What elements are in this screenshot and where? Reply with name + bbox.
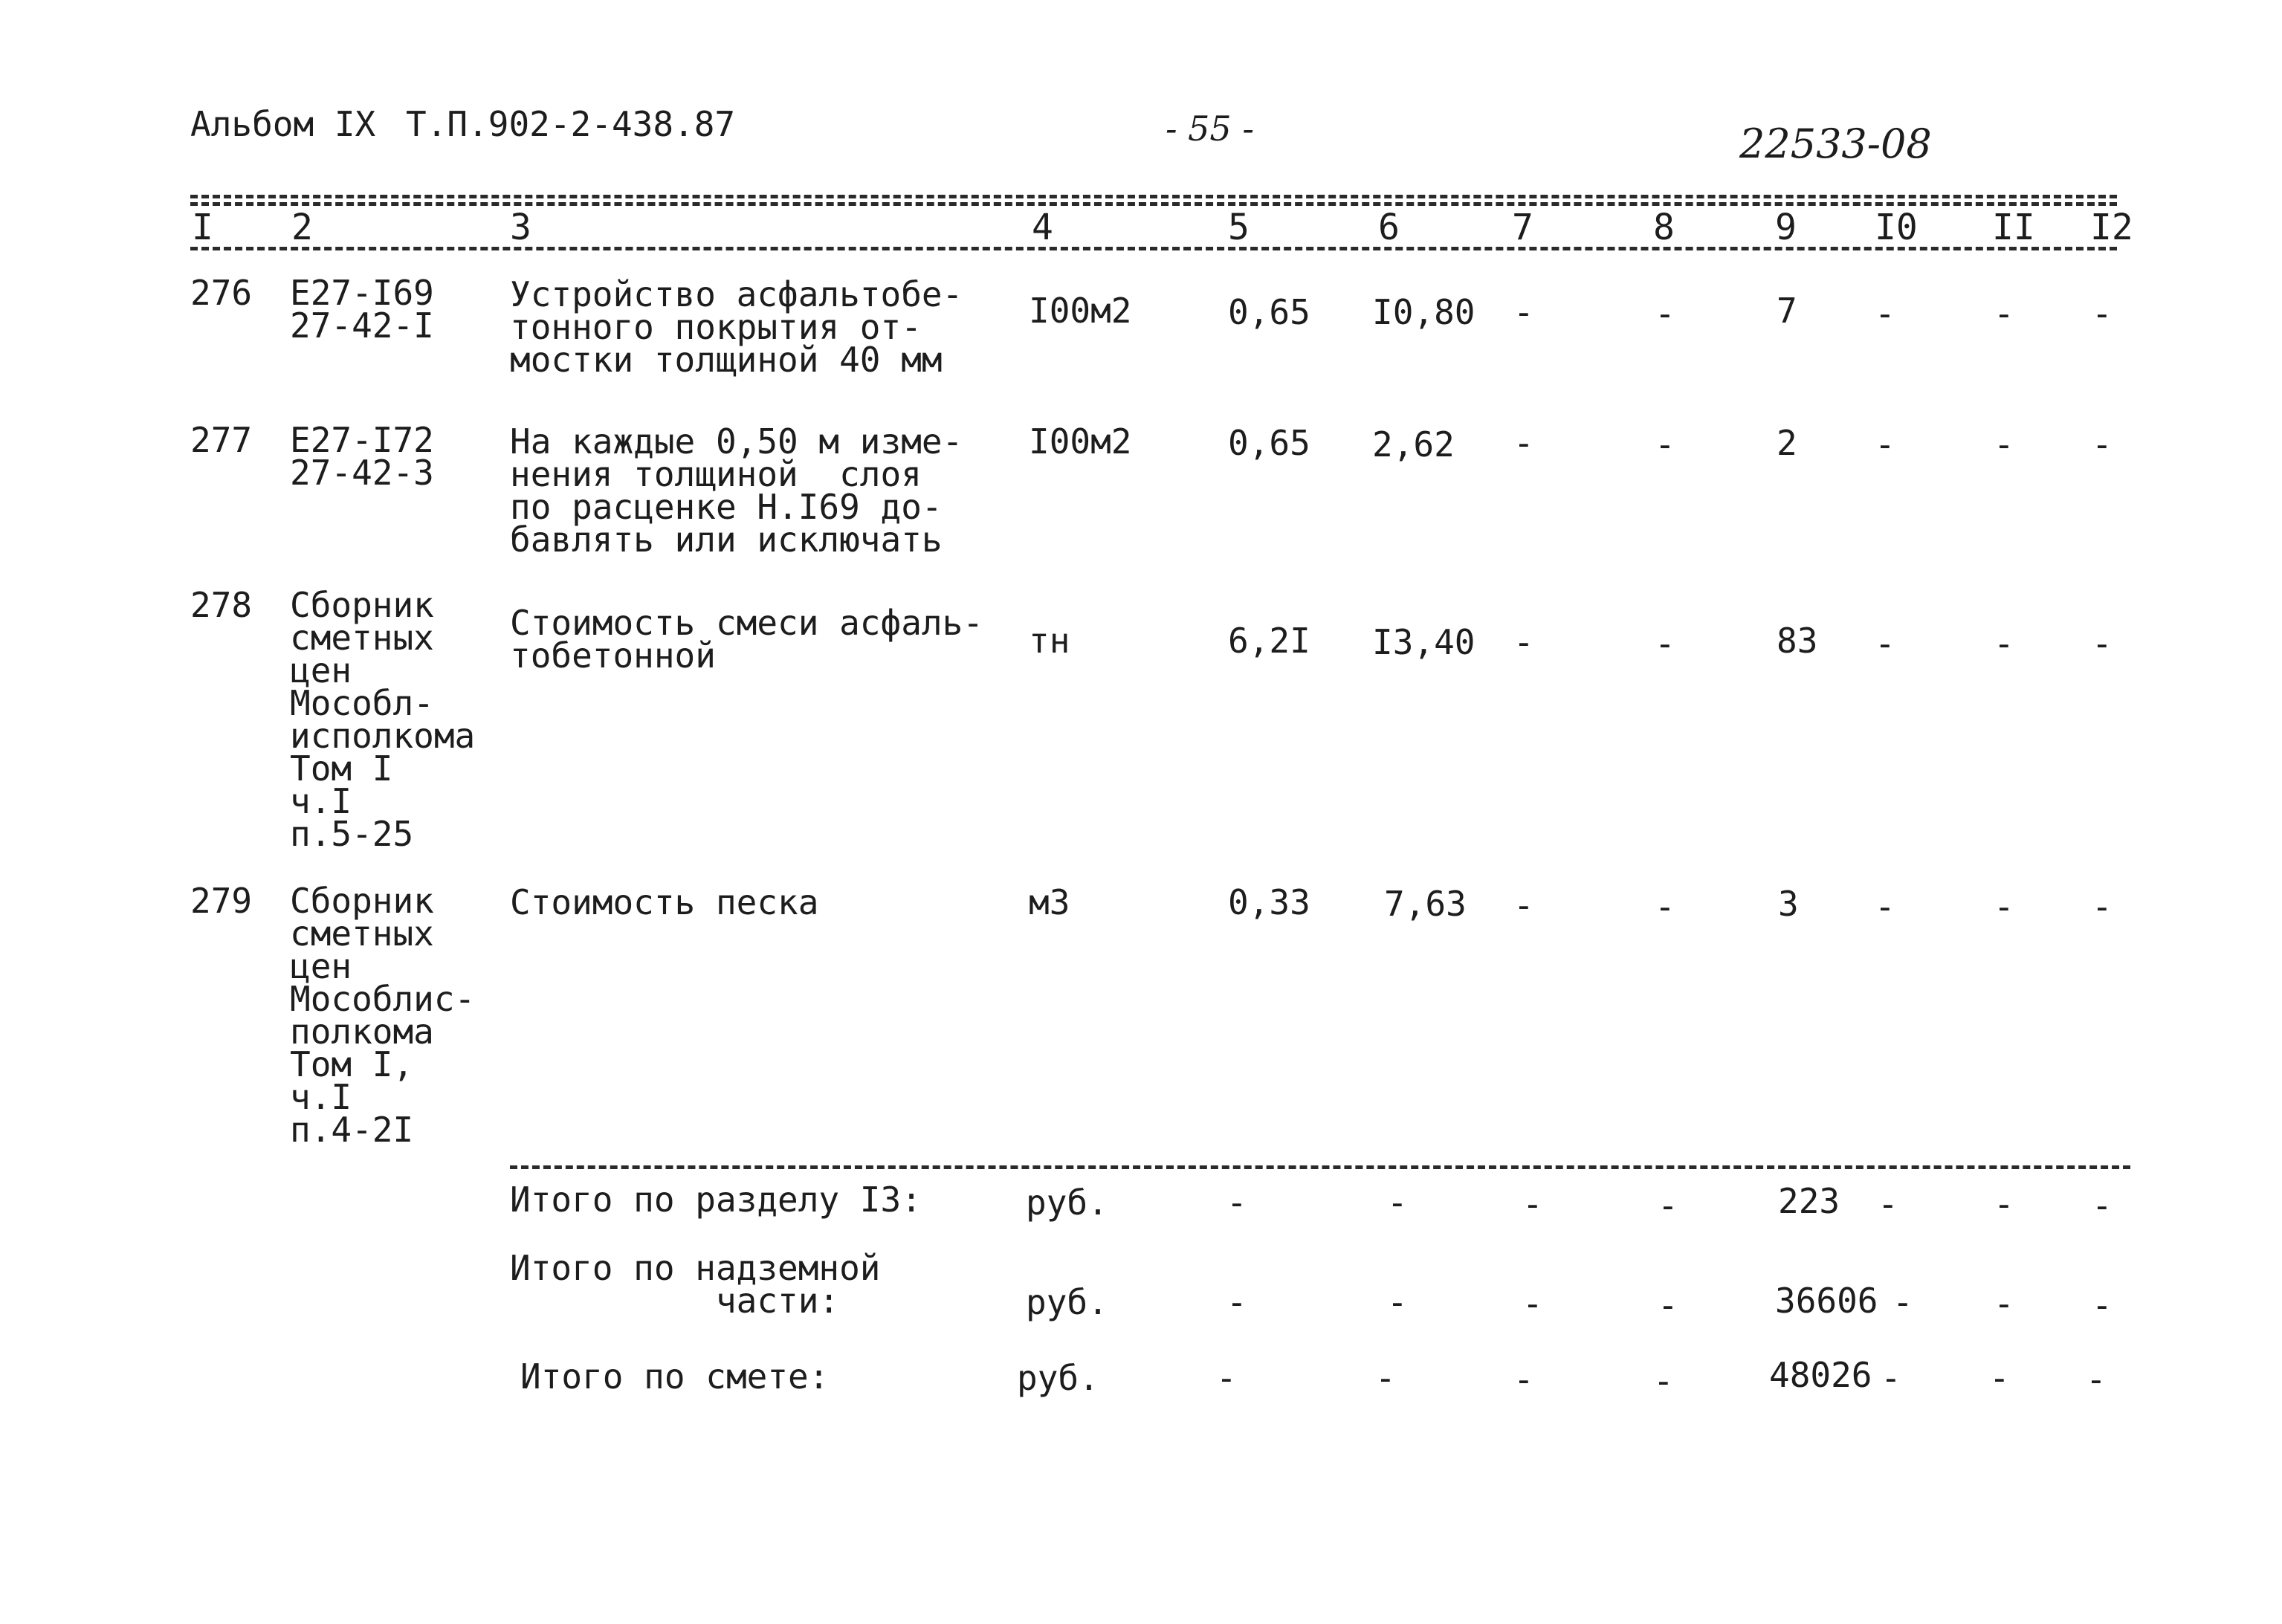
col11-value: - [1994,294,2014,334]
total-col12: - [2092,1285,2113,1325]
col5-value: 0,33 [1228,882,1310,922]
total-col5: - [1226,1282,1247,1322]
column-number: 9 [1775,207,1797,248]
total-col10: - [1878,1184,1898,1224]
total-col6: - [1387,1282,1408,1322]
col10-value: - [1875,424,1895,465]
col7-value: - [1513,622,1534,662]
col10-value: - [1875,887,1895,927]
total-label: Итого по смете: [520,1356,830,1397]
total-col7: - [1522,1284,1543,1324]
column-number: 2 [291,207,313,248]
totals-separator [510,1165,2130,1169]
rate-code: Сборник сметных цен Мособлис- полкома Том I, ч.I п.4-2I [290,881,476,1150]
total-col11: - [1994,1284,2014,1324]
col7-value: - [1513,423,1534,463]
work-description: Устройство асфальтобе- тонного покрытия от- мостки толщиной 40 мм [510,274,963,380]
table-top-rule [190,195,2117,198]
col10-value: - [1875,294,1895,334]
total-col6: - [1375,1358,1396,1398]
col7-value: - [1513,292,1534,332]
row-number: 279 [190,881,253,921]
col12-value: - [2092,624,2113,664]
total-col10: - [1892,1282,1913,1322]
col9-value: 2 [1777,423,1797,463]
col11-value: - [1994,624,2014,664]
col7-value: - [1513,885,1534,925]
row-number: 276 [190,273,253,313]
col8-value: - [1655,424,1675,465]
col9-value: 7 [1777,291,1797,331]
col8-value: - [1655,624,1675,664]
row-number: 278 [190,585,253,625]
page-number: - 55 - [1166,109,1254,149]
col8-value: - [1655,887,1675,927]
col12-value: - [2092,887,2113,927]
total-col7: - [1522,1184,1543,1224]
col8-value: - [1655,294,1675,334]
col6-value: I3,40 [1372,622,1475,662]
col6-value: 2,62 [1372,424,1455,465]
total-col10: - [1881,1358,1901,1398]
unit: I00м2 [1029,291,1132,331]
total-col9: 36606 [1775,1281,1878,1321]
column-number: I [192,207,213,248]
unit: тн [1029,621,1070,661]
column-number: 4 [1032,207,1053,248]
column-number: I2 [2090,207,2133,248]
total-col9: 223 [1778,1181,1840,1221]
total-col11: - [1989,1358,2010,1398]
total-unit: руб. [1017,1358,1099,1398]
col11-value: - [1994,887,2014,927]
col12-value: - [2092,294,2113,334]
total-col9: 48026 [1769,1355,1872,1395]
total-unit: руб. [1026,1183,1108,1223]
col6-value: 7,63 [1384,884,1467,924]
project-code: Т.П.902-2-438.87 [406,104,736,144]
total-col5: - [1216,1358,1237,1398]
column-number: 6 [1378,207,1400,248]
col5-value: 0,65 [1228,292,1310,332]
unit: м3 [1029,882,1070,922]
total-col12: - [2092,1185,2113,1226]
total-col5: - [1226,1183,1247,1223]
col9-value: 3 [1778,884,1799,924]
total-label: Итого по разделу I3: [510,1180,922,1220]
column-header-rule [190,247,2117,250]
rate-code: Е27-I72 27-42-3 [290,420,434,493]
column-number: I0 [1875,207,1918,248]
document-number: 22533-08 [1739,120,1932,167]
total-col7: - [1513,1359,1534,1400]
col6-value: I0,80 [1372,292,1475,332]
total-col6: - [1387,1183,1408,1223]
row-number: 277 [190,420,253,460]
work-description: Стоимость песка [510,882,819,922]
column-number: 8 [1653,207,1675,248]
column-number: 5 [1228,207,1250,248]
col5-value: 0,65 [1228,423,1310,463]
rate-code: Сборник сметных цен Мособл- исполкома Том I ч.I п.5-25 [290,585,476,854]
total-label: Итого по надземной части: [510,1248,881,1321]
column-number: II [1992,207,2035,248]
total-col8: - [1658,1185,1678,1226]
total-col8: - [1658,1285,1678,1325]
total-col8: - [1653,1361,1674,1401]
col10-value: - [1875,624,1895,664]
rate-code: Е27-I69 27-42-I [290,273,434,346]
col9-value: 83 [1777,621,1818,661]
col12-value: - [2092,424,2113,465]
work-description: На каждые 0,50 м изме- нения толщиной слоя по расценке Н.I69 до- бавлять или исключать [510,421,963,560]
column-number: 7 [1512,207,1533,248]
column-number: 3 [510,207,531,248]
total-col11: - [1994,1184,2014,1224]
total-col12: - [2086,1359,2107,1400]
col11-value: - [1994,424,2014,465]
table-top-rule-2 [190,202,2117,206]
col5-value: 6,2I [1228,621,1310,661]
unit: I00м2 [1029,421,1132,462]
total-unit: руб. [1026,1282,1108,1322]
work-description: Стоимость смеси асфаль- тобетонной [510,603,983,676]
album-label: Альбом IX [190,104,376,144]
